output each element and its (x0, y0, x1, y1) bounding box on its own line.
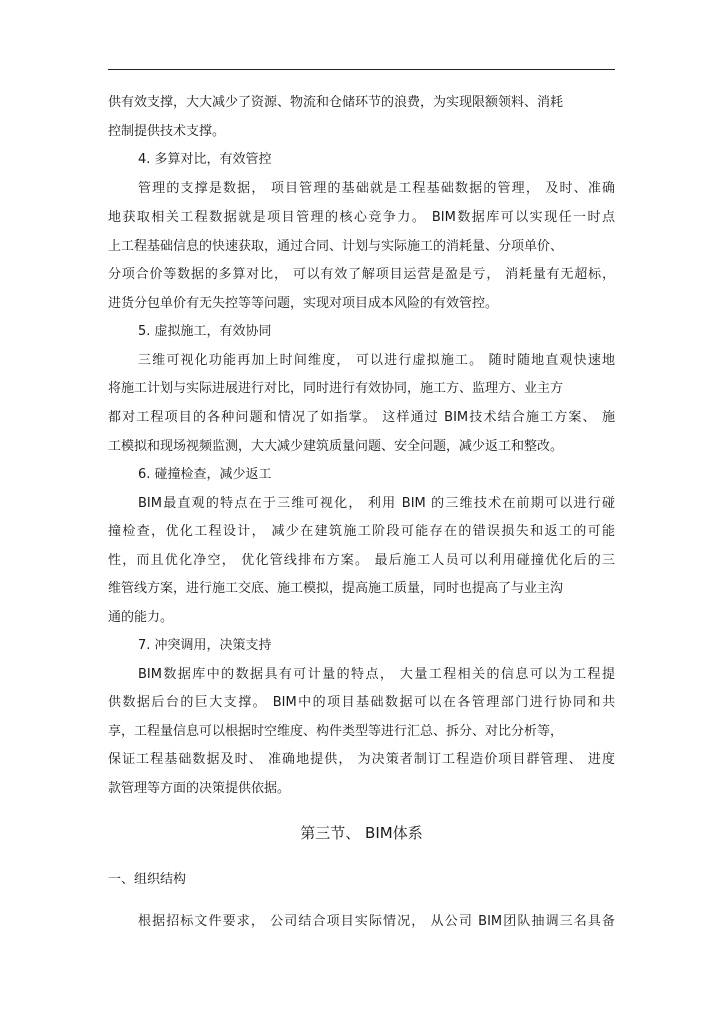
section-title: 第三节、 BIM体系 (300, 824, 423, 842)
body-line: 进货分包单价有无失控等等问题，实现对项目成本风险的有效管控。 (108, 296, 499, 311)
body-line: 三维可视化功能再加上时间维度， 可以进行虚拟施工。 随时随地直观快速地 (138, 353, 615, 368)
body-line: 享，工程量信息可以根据时空维度、构件类型等进行汇总、拆分、对比分析等， (108, 724, 564, 739)
item-heading-4: 4. 多算对比，有效管控 (138, 152, 272, 167)
body-line: 上工程基础信息的快速获取，通过合同、计划与实际施工的消耗量、分项单价、 (108, 239, 564, 254)
body-line: 分项合价等数据的多算对比， 可以有效了解项目运营是盈是亏， 消耗量有无超标， (108, 267, 615, 282)
body-line: 保证工程基础数据及时、 准确地提供， 为决策者制订工程造价项目群管理、 进度 (108, 752, 615, 767)
item-heading-5: 5. 虚拟施工，有效协同 (138, 324, 272, 339)
item-heading-7: 7. 冲突调用，决策支持 (138, 638, 272, 653)
body-line: 都对工程项目的各种问题和情况了如指掌。 这样通过 BIM技术结合施工方案、 施 (108, 410, 615, 425)
body-line: BIM最直观的特点在于三维可视化， 利用 BIM 的三维技术在前期可以进行碰 (138, 496, 615, 511)
body-line: 管理的支撑是数据， 项目管理的基础就是工程基础数据的管理， 及时、准确 (138, 181, 615, 196)
subheading: 一、组织结构 (108, 872, 187, 887)
body-line: 控制提供技术支撑。 (108, 124, 226, 139)
body-line: 根据招标文件要求， 公司结合项目实际情况， 从公司 BIM团队抽调三名具备 (138, 914, 615, 929)
body-line: 工模拟和现场视频监测，大大减少建筑质量问题、安全问题，减少返工和整改。 (108, 439, 564, 454)
body-line: 将施工计划与实际进展进行对比，同时进行有效协同，施工方、监理方、业主方 (108, 381, 564, 396)
body-line: 维管线方案，进行施工交底、施工模拟，提高施工质量，同时也提高了与业主沟 (108, 581, 564, 596)
body-line: BIM数据库中的数据具有可计量的特点， 大量工程相关的信息可以为工程提 (138, 667, 615, 682)
body-line: 供数据后台的巨大支撑。 BIM中的项目基础数据可以在各管理部门进行协同和共 (108, 695, 615, 710)
body-line: 通的能力。 (108, 610, 174, 625)
body-line: 供有效支撑，大大减少了资源、物流和仓储环节的浪费，为实现限额领料、消耗 (108, 95, 564, 110)
body-line: 地获取相关工程数据就是项目管理的核心竞争力。 BIM数据库可以实现任一时点 (108, 210, 615, 225)
body-line: 款管理等方面的决策提供依据。 (108, 781, 291, 796)
header-rule (108, 69, 615, 70)
body-line: 撞检查，优化工程设计， 减少在建筑施工阶段可能存在的错误损失和返工的可能 (108, 524, 615, 539)
body-line: 性，而且优化净空， 优化管线排布方案。 最后施工人员可以利用碰撞优化后的三 (108, 553, 615, 568)
item-heading-6: 6. 碰撞检查，减少返工 (138, 467, 272, 482)
